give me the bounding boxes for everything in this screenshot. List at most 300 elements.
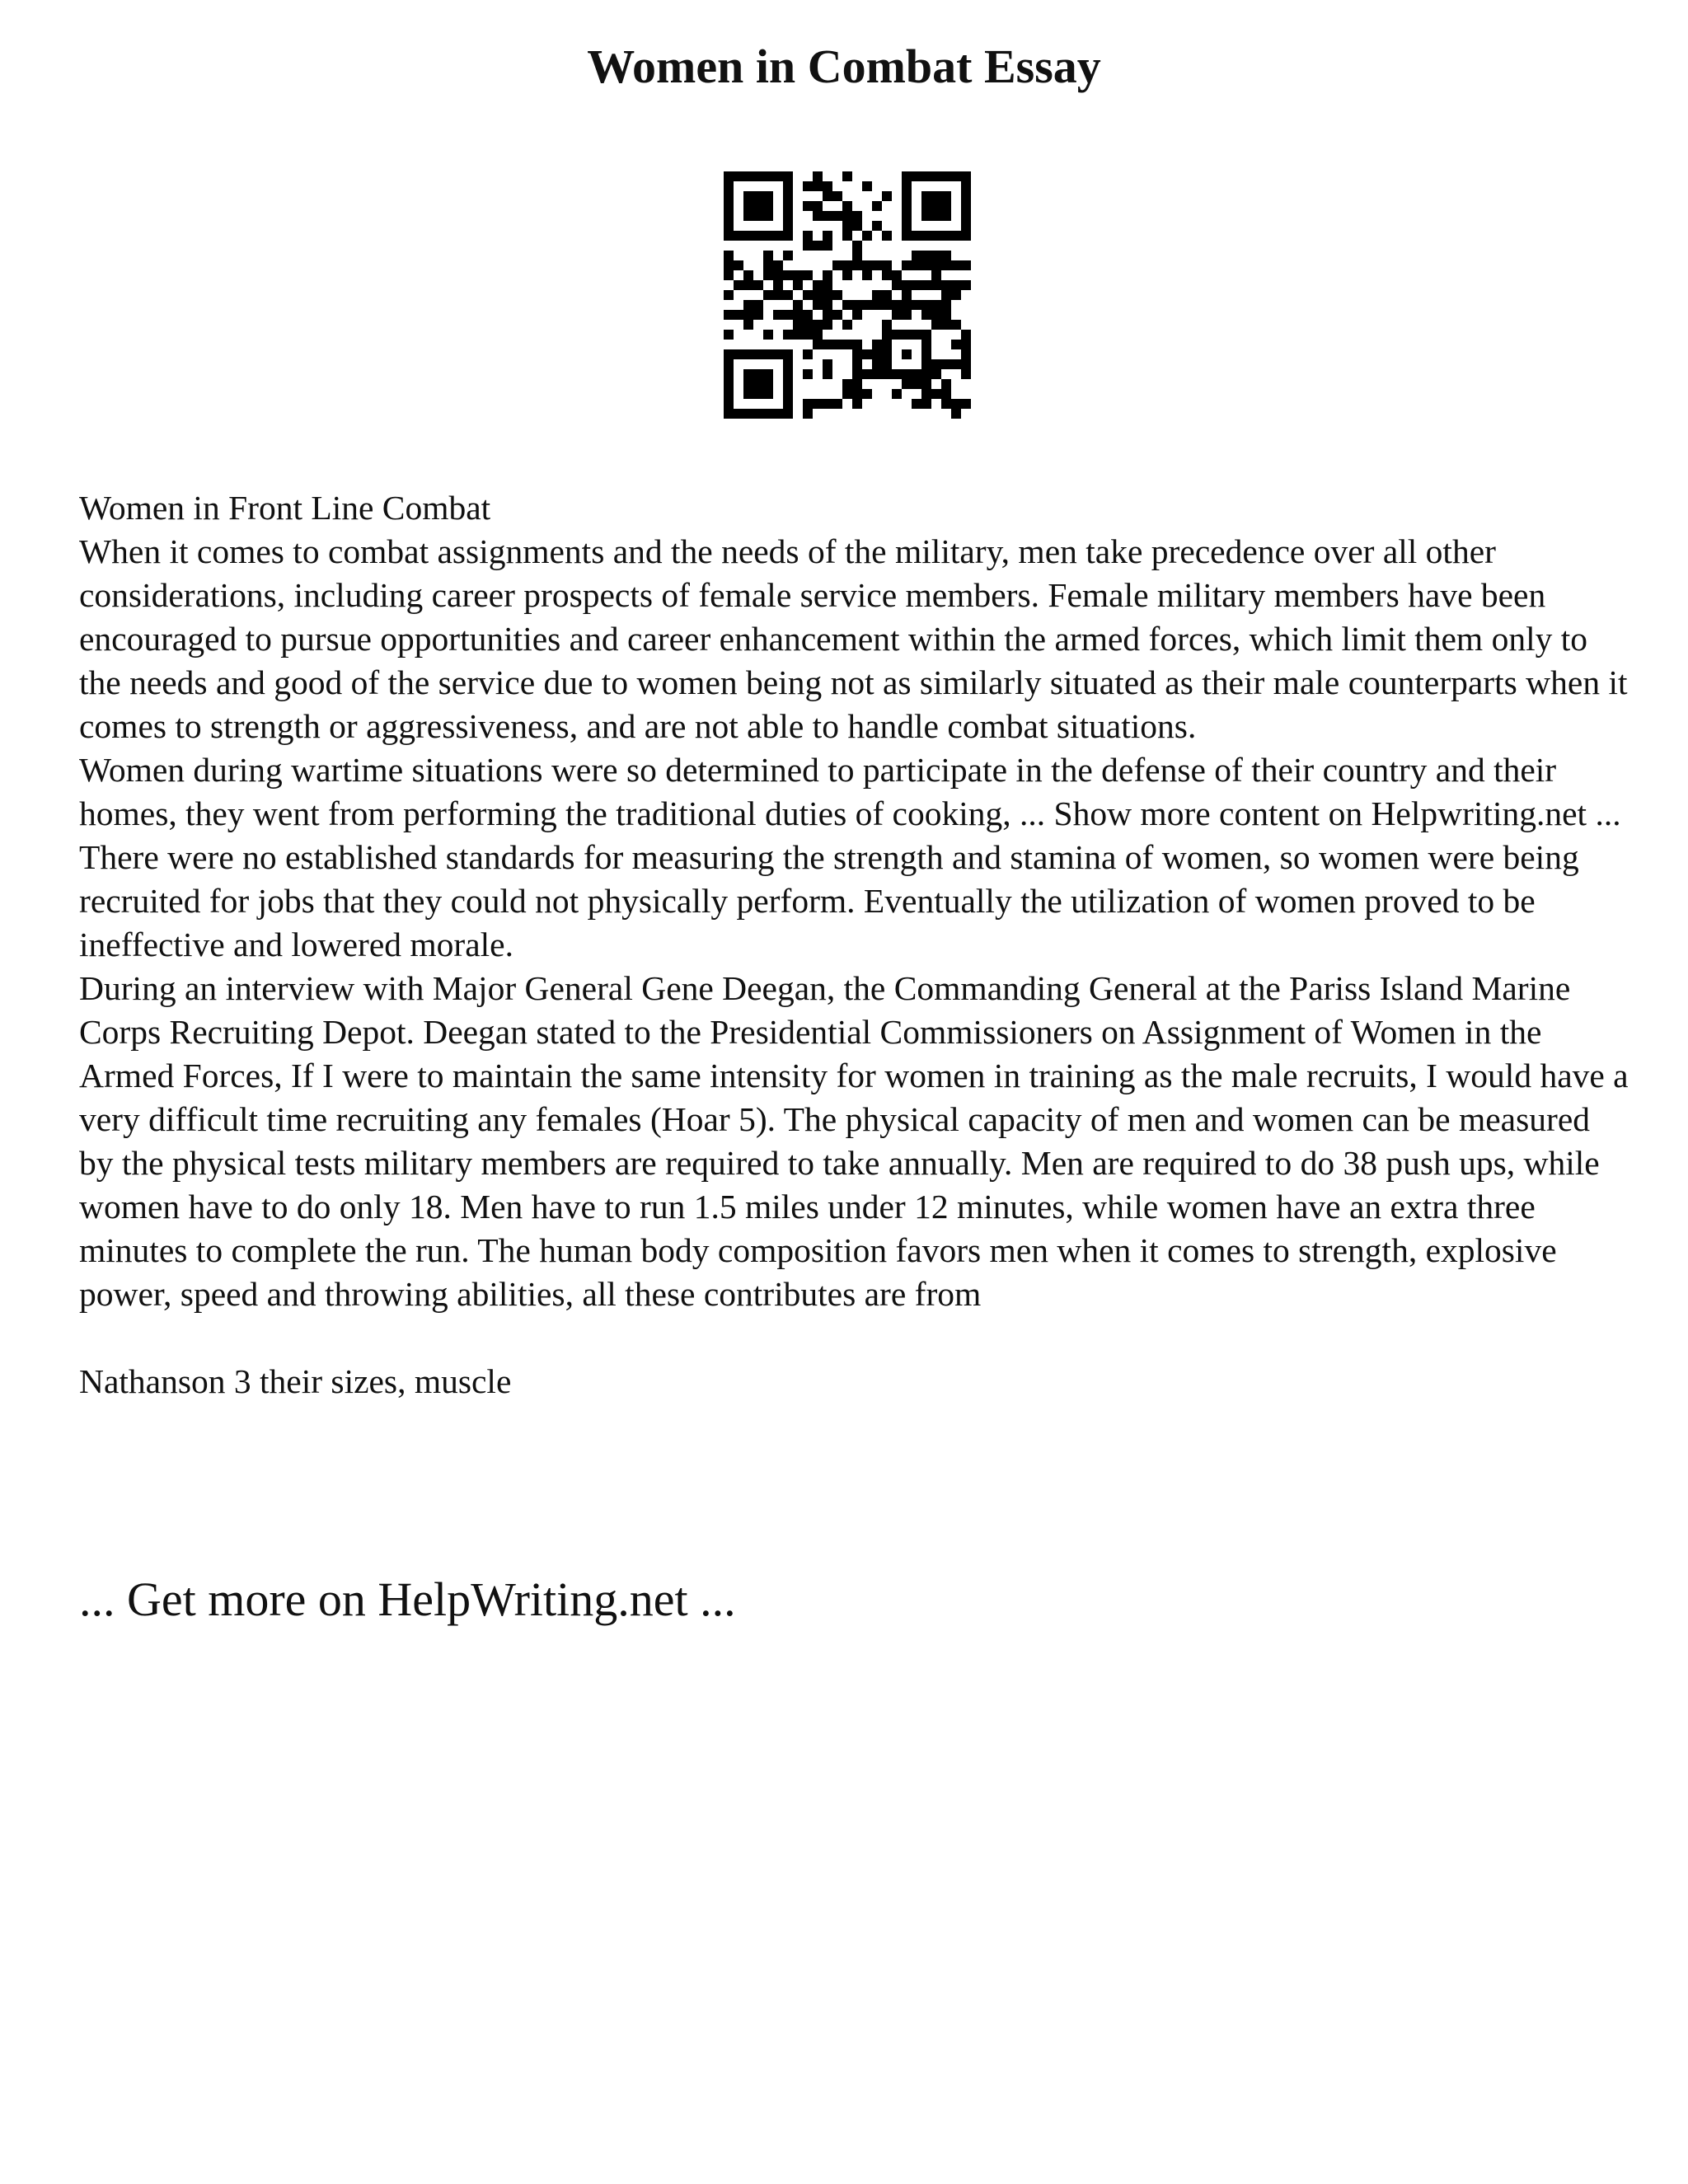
qr-module	[961, 399, 971, 409]
qr-module	[872, 300, 882, 310]
qr-module	[724, 171, 734, 181]
qr-module	[803, 409, 813, 419]
qr-module	[931, 389, 941, 399]
qr-module	[793, 300, 803, 310]
qr-module	[753, 201, 763, 211]
qr-module	[753, 369, 763, 379]
qr-module	[951, 399, 961, 409]
qr-module	[902, 310, 912, 320]
qr-module	[823, 359, 832, 369]
qr-module	[951, 340, 961, 349]
qr-module	[872, 349, 882, 359]
qr-module	[842, 320, 852, 330]
qr-module	[763, 270, 773, 280]
qr-module	[743, 389, 753, 399]
qr-module	[783, 201, 793, 211]
qr-module	[882, 349, 892, 359]
qr-module	[941, 379, 951, 389]
qr-module	[724, 221, 734, 231]
qr-module	[902, 221, 912, 231]
qr-module	[783, 181, 793, 191]
qr-module	[921, 171, 931, 181]
qr-module	[724, 181, 734, 191]
qr-module	[842, 260, 852, 270]
qr-module	[921, 260, 931, 270]
qr-module	[832, 399, 842, 409]
qr-module	[724, 379, 734, 389]
qr-module	[813, 300, 823, 310]
qr-module	[931, 270, 941, 280]
qr-module	[783, 399, 793, 409]
qr-module	[783, 359, 793, 369]
qr-module	[823, 369, 832, 379]
qr-module	[961, 349, 971, 359]
qr-module	[882, 369, 892, 379]
qr-module	[813, 290, 823, 300]
qr-module	[941, 260, 951, 270]
qr-module	[823, 191, 832, 201]
qr-module	[951, 409, 961, 419]
qr-module	[961, 231, 971, 241]
qr-module	[803, 181, 813, 191]
qr-module	[783, 191, 793, 201]
qr-module	[902, 191, 912, 201]
qr-module	[763, 171, 773, 181]
qr-module	[951, 290, 961, 300]
qr-module	[803, 231, 813, 241]
qr-module	[743, 191, 753, 201]
paragraph: Women during wartime situations were so determined to participate in the defense of their country and their homes, they went from performing the traditional duties of cooking, ... Show more content on Helpwriting.net ...	[79, 751, 1621, 832]
paragraph: When it comes to combat assignments and the needs of the military, men take precedence over all other considerations, including career prospects of female service members. Female military members have been encouraged to pursue opportunities and career enhancement within the armed forces, which limit them only to the needs and good of the service due to women being not as similarly situated as their male counterparts when it comes to strength or aggressiveness, and are not able to handle combat situations.	[79, 532, 1628, 745]
qr-module	[724, 399, 734, 409]
qr-module	[823, 399, 832, 409]
qr-module	[862, 270, 872, 280]
qr-module	[803, 330, 813, 340]
qr-module	[912, 399, 921, 409]
qr-module	[743, 270, 753, 280]
qr-module	[882, 330, 892, 340]
qr-module	[852, 349, 862, 359]
qr-module	[902, 211, 912, 221]
qr-module	[743, 211, 753, 221]
qr-module	[773, 270, 783, 280]
qr-module	[783, 389, 793, 399]
qr-module	[941, 211, 951, 221]
qr-module	[931, 260, 941, 270]
qr-module	[763, 201, 773, 211]
qr-module	[961, 191, 971, 201]
qr-module	[773, 409, 783, 419]
qr-module	[793, 280, 803, 290]
qr-module	[783, 369, 793, 379]
document-title: Women in Combat Essay	[587, 40, 1101, 93]
qr-module	[882, 300, 892, 310]
qr-module	[941, 399, 951, 409]
qr-module	[862, 349, 872, 359]
qr-module	[803, 241, 813, 251]
qr-module	[813, 201, 823, 211]
qr-module	[803, 201, 813, 211]
qr-module	[852, 300, 862, 310]
qr-module	[734, 310, 743, 320]
qr-module	[832, 310, 842, 320]
qr-module	[763, 191, 773, 201]
qr-module	[961, 340, 971, 349]
qr-module	[941, 310, 951, 320]
qr-module	[813, 171, 823, 181]
qr-module	[743, 379, 753, 389]
qr-module	[832, 260, 842, 270]
qr-module	[783, 251, 793, 260]
qr-module	[872, 359, 882, 369]
qr-module	[921, 359, 931, 369]
qr-module	[842, 340, 852, 349]
qr-module	[902, 231, 912, 241]
qr-module	[872, 369, 882, 379]
qr-module	[734, 260, 743, 270]
qr-module	[912, 280, 921, 290]
qr-module	[724, 191, 734, 201]
qr-module	[813, 340, 823, 349]
qr-module	[892, 330, 902, 340]
qr-module	[783, 290, 793, 300]
qr-module	[951, 320, 961, 330]
qr-module	[763, 211, 773, 221]
qr-module	[912, 369, 921, 379]
qr-module	[852, 260, 862, 270]
qr-module	[961, 171, 971, 181]
qr-module	[852, 310, 862, 320]
qr-module	[823, 310, 832, 320]
trailing-line: Nathanson 3 their sizes, muscle	[79, 1362, 512, 1400]
qr-module	[823, 231, 832, 241]
qr-code-icon	[724, 171, 971, 419]
qr-module	[941, 251, 951, 260]
qr-module	[961, 280, 971, 290]
qr-module	[882, 191, 892, 201]
qr-module	[951, 171, 961, 181]
qr-module	[931, 211, 941, 221]
qr-module	[743, 349, 753, 359]
qr-module	[902, 330, 912, 340]
qr-module	[724, 260, 734, 270]
qr-module	[763, 290, 773, 300]
qr-module	[921, 310, 931, 320]
qr-module	[852, 399, 862, 409]
qr-module	[753, 310, 763, 320]
qr-module	[813, 330, 823, 340]
qr-module	[734, 409, 743, 419]
qr-module	[773, 171, 783, 181]
qr-module	[902, 181, 912, 191]
qr-module	[921, 251, 931, 260]
qr-module	[724, 389, 734, 399]
qr-module	[763, 409, 773, 419]
qr-module	[724, 231, 734, 241]
qr-module	[902, 379, 912, 389]
qr-module	[823, 211, 832, 221]
qr-code-graphic	[724, 171, 971, 419]
qr-module	[743, 231, 753, 241]
qr-module	[842, 300, 852, 310]
qr-module	[763, 231, 773, 241]
qr-module	[872, 260, 882, 270]
qr-module	[882, 231, 892, 241]
qr-module	[941, 280, 951, 290]
paragraph: There were no established standards for measuring the strength and stamina of women, so women were being recruited for jobs that they could not physically perform. Eventually the utilization of women proved to be ineffective and lowered morale.	[79, 838, 1579, 963]
qr-module	[773, 280, 783, 290]
qr-module	[724, 310, 734, 320]
qr-module	[902, 171, 912, 181]
qr-module	[763, 330, 773, 340]
qr-module	[862, 300, 872, 310]
qr-module	[842, 389, 852, 399]
qr-module	[902, 290, 912, 300]
qr-module	[941, 389, 951, 399]
qr-module	[961, 221, 971, 231]
qr-module	[783, 231, 793, 241]
qr-module	[882, 290, 892, 300]
qr-module	[743, 320, 753, 330]
qr-module	[882, 320, 892, 330]
qr-module	[803, 310, 813, 320]
qr-module	[823, 320, 832, 330]
qr-module	[921, 389, 931, 399]
qr-module	[832, 340, 842, 349]
qr-module	[813, 280, 823, 290]
qr-module	[842, 201, 852, 211]
qr-module	[724, 211, 734, 221]
qr-module	[724, 330, 734, 340]
qr-module	[931, 369, 941, 379]
qr-module	[803, 369, 813, 379]
qr-module	[912, 260, 921, 270]
qr-module	[912, 379, 921, 389]
qr-module	[941, 359, 951, 369]
qr-module	[743, 280, 753, 290]
qr-module	[724, 369, 734, 379]
qr-module	[783, 379, 793, 389]
qr-module	[892, 310, 902, 320]
qr-module	[753, 280, 763, 290]
qr-module	[842, 221, 852, 231]
qr-module	[783, 270, 793, 280]
qr-module	[813, 241, 823, 251]
qr-module	[921, 231, 931, 241]
qr-module	[862, 260, 872, 270]
qr-module	[872, 201, 882, 211]
qr-module	[912, 231, 921, 241]
qr-module	[852, 379, 862, 389]
qr-module	[892, 389, 902, 399]
qr-module	[724, 349, 734, 359]
qr-module	[921, 399, 931, 409]
qr-module	[793, 330, 803, 340]
qr-module	[724, 359, 734, 369]
qr-module	[912, 300, 921, 310]
qr-module	[912, 251, 921, 260]
qr-module	[882, 260, 892, 270]
qr-module	[921, 349, 931, 359]
qr-module	[852, 369, 862, 379]
qr-module	[852, 340, 862, 349]
qr-module	[902, 260, 912, 270]
qr-module	[773, 290, 783, 300]
qr-module	[832, 211, 842, 221]
qr-module	[743, 409, 753, 419]
qr-module	[743, 310, 753, 320]
qr-module	[803, 320, 813, 330]
qr-module	[823, 290, 832, 300]
qr-module	[842, 270, 852, 280]
qr-module	[921, 191, 931, 201]
qr-module	[862, 231, 872, 241]
qr-module	[941, 320, 951, 330]
qr-module	[763, 389, 773, 399]
qr-module	[912, 171, 921, 181]
qr-module	[743, 300, 753, 310]
qr-module	[793, 270, 803, 280]
paragraph-heading: Women in Front Line Combat	[79, 489, 491, 527]
qr-module	[743, 369, 753, 379]
qr-module	[931, 300, 941, 310]
qr-module	[912, 330, 921, 340]
qr-module	[743, 201, 753, 211]
qr-module	[862, 369, 872, 379]
qr-module	[941, 191, 951, 201]
qr-module	[803, 399, 813, 409]
qr-module	[921, 369, 931, 379]
qr-module	[902, 300, 912, 310]
qr-module	[931, 320, 941, 330]
qr-module	[763, 379, 773, 389]
qr-module	[734, 171, 743, 181]
qr-module	[763, 251, 773, 260]
qr-module	[852, 359, 862, 369]
qr-module	[763, 369, 773, 379]
qr-module	[931, 280, 941, 290]
qr-module	[803, 270, 813, 280]
qr-module	[763, 260, 773, 270]
qr-module	[941, 290, 951, 300]
qr-module	[882, 359, 892, 369]
qr-module	[862, 389, 872, 399]
qr-module	[951, 231, 961, 241]
qr-module	[823, 181, 832, 191]
qr-module	[724, 251, 734, 260]
qr-module	[793, 320, 803, 330]
qr-module	[773, 260, 783, 270]
qr-module	[753, 211, 763, 221]
qr-module	[961, 181, 971, 191]
qr-module	[842, 231, 852, 241]
qr-module	[842, 379, 852, 389]
qr-module	[862, 181, 872, 191]
qr-module	[931, 171, 941, 181]
qr-module	[941, 231, 951, 241]
qr-module	[724, 270, 734, 280]
qr-module	[823, 340, 832, 349]
qr-module	[783, 349, 793, 359]
qr-module	[803, 349, 813, 359]
qr-module	[961, 260, 971, 270]
qr-module	[852, 241, 862, 251]
qr-module	[753, 349, 763, 359]
qr-module	[941, 300, 951, 310]
qr-module	[902, 369, 912, 379]
qr-module	[743, 171, 753, 181]
qr-module	[753, 231, 763, 241]
qr-module	[921, 379, 931, 389]
qr-module	[872, 221, 882, 231]
qr-module	[941, 171, 951, 181]
qr-module	[753, 191, 763, 201]
qr-module	[773, 231, 783, 241]
qr-module	[813, 211, 823, 221]
qr-module	[931, 359, 941, 369]
qr-module	[931, 201, 941, 211]
qr-module	[783, 330, 793, 340]
qr-module	[734, 280, 743, 290]
qr-module	[813, 399, 823, 409]
qr-module	[921, 201, 931, 211]
qr-module	[921, 280, 931, 290]
qr-module	[961, 211, 971, 221]
qr-module	[852, 221, 862, 231]
qr-module	[763, 349, 773, 359]
qr-module	[931, 251, 941, 260]
get-more-link[interactable]: ... Get more on HelpWriting.net ...	[79, 1572, 736, 1626]
qr-module	[882, 270, 892, 280]
qr-module	[753, 409, 763, 419]
qr-module	[961, 359, 971, 369]
qr-module	[892, 369, 902, 379]
qr-module	[773, 310, 783, 320]
paragraph: During an interview with Major General Gene Deegan, the Commanding General at the Pariss Island Marine Corps Recruiting Depot. Deegan stated to the Presidential Commissioners on Assignment of Women in the Armed Forces, If I were to maintain the same intensity for women in training as the male recruits, I would have a very difficult time recruiting any females (Hoar 5). The physical capacity of men and women can be measured by the physical tests military members are required to take annually. Men are required to do 38 push ups, while women have to do only 18. Men have to run 1.5 miles under 12 minutes, while women have an extra three minutes to complete the run. The human body composition favors men when it comes to strength, explosive power, speed and throwing abilities, all these contributes are from	[79, 969, 1629, 1313]
qr-module	[753, 379, 763, 389]
qr-module	[921, 211, 931, 221]
qr-module	[753, 300, 763, 310]
document-body	[79, 486, 1629, 1404]
qr-module	[783, 221, 793, 231]
qr-module	[902, 349, 912, 359]
qr-module	[931, 191, 941, 201]
qr-module	[823, 241, 832, 251]
qr-module	[842, 211, 852, 221]
qr-module	[902, 280, 912, 290]
qr-module	[832, 290, 842, 300]
qr-module	[852, 251, 862, 260]
qr-module	[823, 280, 832, 290]
qr-module	[724, 409, 734, 419]
qr-module	[872, 290, 882, 300]
qr-module	[852, 211, 862, 221]
qr-module	[783, 171, 793, 181]
qr-module	[783, 211, 793, 221]
qr-module	[961, 201, 971, 211]
qr-module	[724, 201, 734, 211]
qr-module	[892, 270, 902, 280]
qr-module	[793, 310, 803, 320]
qr-module	[803, 290, 813, 300]
qr-module	[823, 270, 832, 280]
qr-module	[951, 260, 961, 270]
qr-module	[724, 290, 734, 300]
qr-module	[783, 310, 793, 320]
qr-module	[842, 171, 852, 181]
qr-module	[931, 310, 941, 320]
qr-module	[734, 231, 743, 241]
